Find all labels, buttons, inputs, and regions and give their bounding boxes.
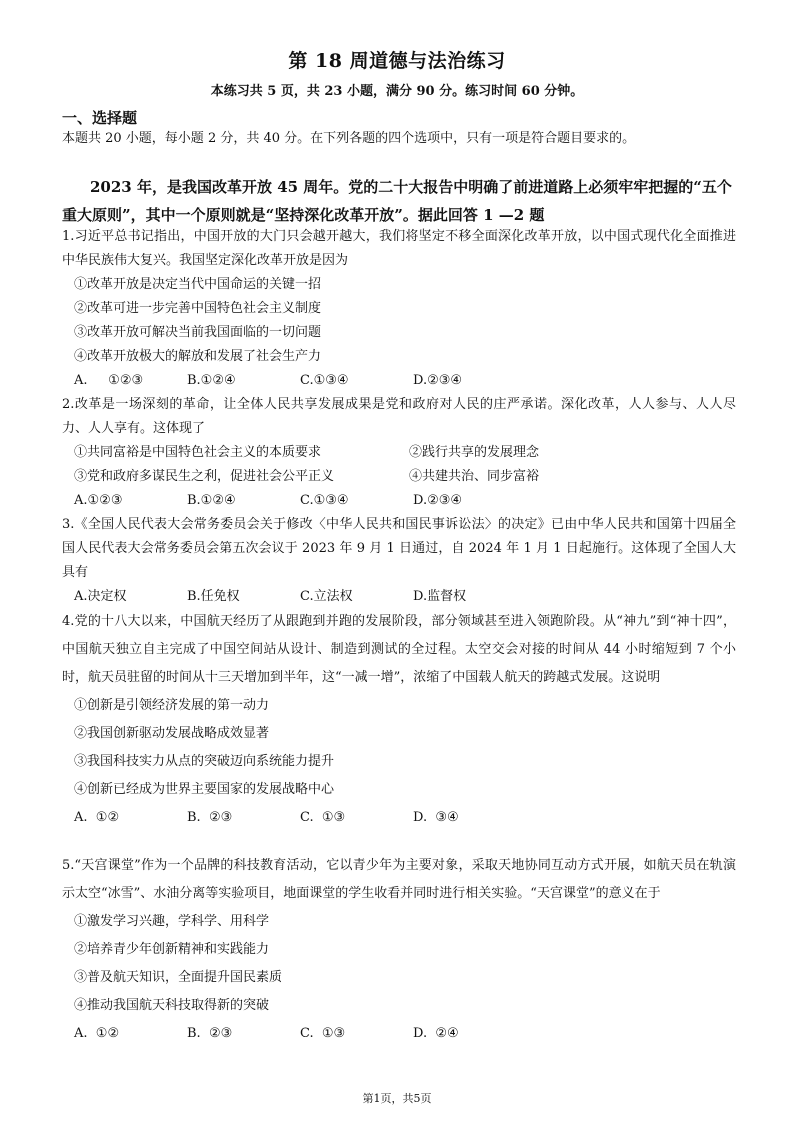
statement-option: ①共同富裕是中国特色社会主义的本质要求 — [74, 445, 322, 460]
answer-choice-c: C.①③④ — [300, 493, 349, 508]
answer-choice-c: C.①③④ — [300, 373, 349, 388]
statement-option: ③普及航天知识，全面提升国民素质 — [74, 970, 283, 985]
answer-choice-a: A.①②③ — [74, 493, 123, 508]
answer-choices — [62, 585, 736, 609]
section-heading: 一、选择题 — [62, 109, 138, 127]
answer-choices — [62, 489, 736, 513]
statement-option: ②我国创新驱动发展战略成效显著 — [74, 726, 270, 741]
answer-choice-a: A. ①②③ — [74, 373, 144, 388]
answer-choice-a: A.决定权 — [74, 589, 127, 604]
page-title: 第 18 周道德与法治练习 — [288, 50, 506, 72]
answer-choice-c: C.立法权 — [300, 589, 353, 604]
statement-option: ①创新是引领经济发展的第一动力 — [74, 698, 270, 713]
statement-option: ③我国科技实力从点的突破迈向系统能力提升 — [74, 754, 335, 769]
answer-choices — [62, 369, 736, 393]
statement-option: ③党和政府多谋民生之利，促进社会公平正义 — [74, 469, 335, 484]
answer-choice-d: D.监督权 — [413, 589, 467, 604]
statement-option: ②培养青少年创新精神和实践能力 — [74, 942, 270, 957]
answer-choice-c: C. ①③ — [300, 810, 346, 825]
question-4 — [62, 608, 736, 832]
question-stem: 4.党的十八大以来，中国航天经历了从跟跑到并跑的发展阶段，部分领域甚至进入领跑阶段。从“神九”到“神十四”，中国航天独立自主完成了中国空间站从设计、制造到测试的全过程。太空交会对接的时间从 44 小时缩短到 7 个小时，航天员驻留的时间从十三天增加到半年，这“一减一增”，浓缩了中国载人航天的跨越式发展。这说明 — [62, 614, 736, 685]
question-stem: 3.《全国人民代表大会常务委员会关于修改〈中华人民共和国民事诉讼法〉的决定》已由中华人民共和国第十四届全国人民代表大会常务委员会第五次会议于 2023 年 9 月 1 日通过，自 2024 年 1 月 1 日起施行。这体现了全国人大具有 — [62, 517, 736, 580]
answer-choice-c: C. ①③ — [300, 1026, 346, 1041]
answer-choice-b: B.①②④ — [187, 493, 236, 508]
statement-row — [62, 441, 736, 465]
question-stem: 5.“天宫课堂”作为一个品牌的科技教育活动，它以青少年为主要对象，采取天地协同互动方式开展，如航天员在轨演示太空“冰雪”、水油分离等实验项目，地面课堂的学生收看并同时进行相关实验。“天宫课堂”的意义在于 — [62, 858, 736, 901]
question-1 — [62, 225, 736, 393]
statement-option: ②践行共享的发展理念 — [409, 445, 540, 460]
answer-choice-a: A. ①② — [74, 1026, 120, 1041]
statement-option: ④创新已经成为世界主要国家的发展战略中心 — [74, 782, 335, 797]
exam-instructions: 本练习共 5 页，共 23 小题，满分 90 分。练习时间 60 分钟。 — [210, 84, 584, 99]
question-stem: 1.习近平总书记指出，中国开放的大门只会越开越大，我们将坚定不移全面深化改革开放，以中国式现代化全面推进中华民族伟大复兴。我国坚定深化改革开放是因为 — [62, 229, 736, 268]
statement-option: ①改革开放是决定当代中国命运的关键一招 — [74, 277, 322, 292]
statement-option: ③改革开放可解决当前我国面临的一切问题 — [74, 325, 322, 340]
question-2 — [62, 393, 736, 513]
statement-option: ④改革开放极大的解放和发展了社会生产力 — [74, 349, 322, 364]
statement-option: ④共建共治、同步富裕 — [409, 469, 540, 484]
answer-choice-b: B. ②③ — [187, 1026, 233, 1041]
answer-choices — [62, 1020, 736, 1048]
page-number: 第1页，共5页 — [362, 1092, 432, 1105]
answer-choice-d: D.②③④ — [413, 373, 463, 388]
statement-option: ④推动我国航天科技取得新的突破 — [74, 998, 270, 1013]
answer-choice-b: B.任免权 — [187, 589, 240, 604]
answer-choice-d: D.②③④ — [413, 493, 463, 508]
statement-option: ①激发学习兴趣，学科学、用科学 — [74, 914, 270, 929]
question-3 — [62, 513, 736, 609]
section-description: 本题共 20 小题，每小题 2 分，共 40 分。在下列各题的四个选项中，只有一项是符合题目要求的。 — [62, 131, 636, 146]
statement-row — [62, 465, 736, 489]
answer-choice-a: A. ①② — [74, 810, 120, 825]
answer-choice-b: B. ②③ — [187, 810, 233, 825]
answer-choices — [62, 804, 736, 832]
question-stem: 2.改革是一场深刻的革命，让全体人民共享发展成果是党和政府对人民的庄严承诺。深化改革，人人参与、人人尽力、人人享有。这体现了 — [62, 397, 736, 436]
question-5 — [62, 852, 736, 1048]
answer-choice-d: D. ③④ — [413, 810, 459, 825]
answer-choice-d: D. ②④ — [413, 1026, 459, 1041]
statement-option: ②改革可进一步完善中国特色社会主义制度 — [74, 301, 322, 316]
question-group-intro: 2023 年，是我国改革开放 45 周年。党的二十大报告中明确了前进道路上必须牢牢把握的“五个重大原则”，其中一个原则就是“坚持深化改革开放”。据此回答 1 —2 题 — [62, 178, 732, 224]
answer-choice-b: B.①②④ — [187, 373, 236, 388]
